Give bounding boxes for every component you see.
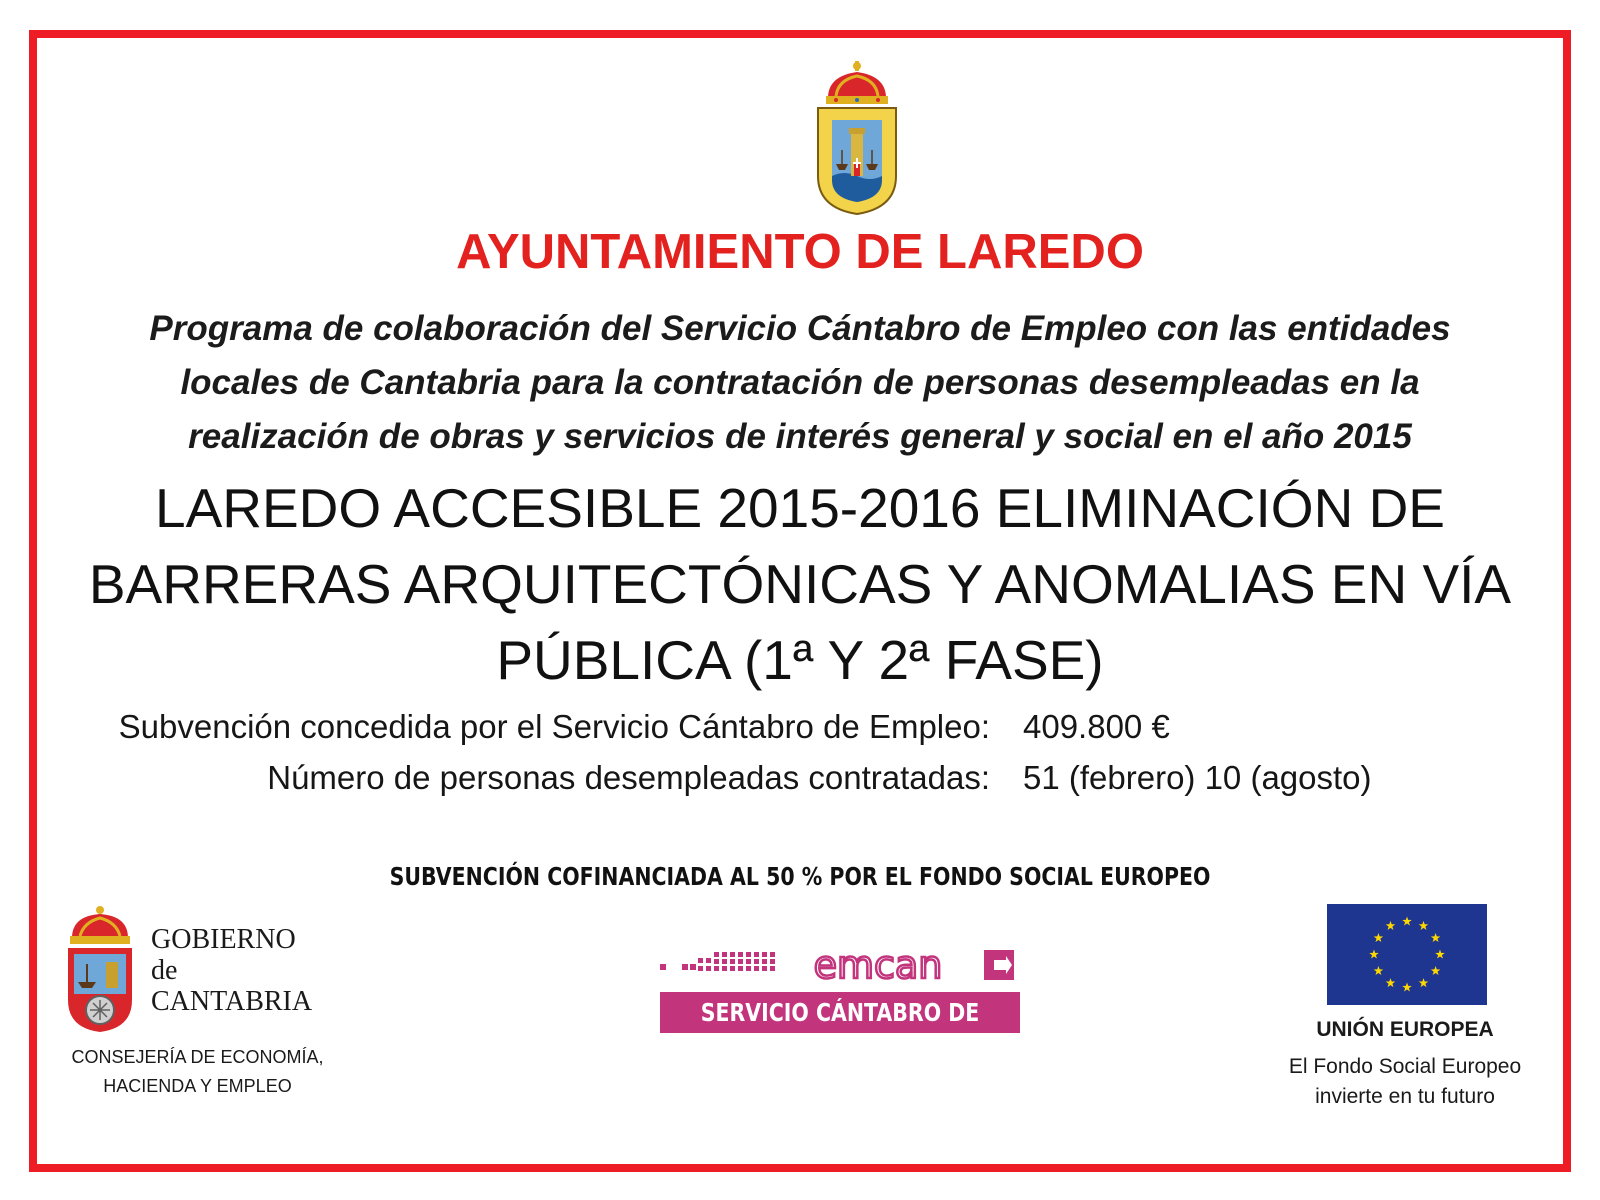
gobierno-name bbox=[151, 924, 312, 1017]
project-title bbox=[40, 470, 1560, 698]
subsidy-value: 409.800 € bbox=[1023, 708, 1170, 745]
consejeria-line: CONSEJERÍA DE ECONOMÍA, bbox=[71, 1047, 324, 1067]
program-description bbox=[40, 302, 1560, 464]
consejeria-line: HACIENDA Y EMPLEO bbox=[103, 1076, 292, 1096]
laredo-coat-of-arms-icon bbox=[814, 58, 900, 216]
project-line: BARRERAS ARQUITECTÓNICAS Y ANOMALIAS EN VÍA bbox=[88, 553, 1512, 615]
eu-slogan-line: invierte en tu futuro bbox=[1315, 1085, 1495, 1108]
emcan-logo bbox=[660, 948, 1020, 988]
gobierno-name-line: GOBIERNO bbox=[151, 924, 296, 955]
gobierno-name-line: CANTABRIA bbox=[151, 986, 313, 1017]
program-line: realización de obras y servicios de interés general y social en el año 2015 bbox=[188, 417, 1412, 456]
emcan-service-name: SERVICIO CÁNTABRO DE EMPLEO bbox=[700, 998, 980, 1068]
emcan-service-bar bbox=[660, 992, 1020, 1068]
cantabria-coat-of-arms-icon bbox=[64, 904, 136, 1034]
project-line: LAREDO ACCESIBLE 2015-2016 ELIMINACIÓN DE bbox=[155, 477, 1445, 539]
eu-flag-icon bbox=[1327, 904, 1487, 1005]
hired-value: 51 (febrero) 10 (agosto) bbox=[1023, 759, 1372, 796]
emcan-logo-text: emcan bbox=[813, 948, 943, 987]
program-line: Programa de colaboración del Servicio Cántabro de Empleo con las entidades bbox=[149, 309, 1451, 348]
project-line: PÚBLICA (1ª Y 2ª FASE) bbox=[496, 629, 1104, 691]
subsidy-label: Subvención concedida por el Servicio Cántabro de Empleo: bbox=[118, 708, 990, 745]
hired-label: Número de personas desempleadas contratadas: bbox=[267, 759, 990, 796]
cofinancing-note: SUBVENCIÓN COFINANCIADA AL 50 % POR EL FONDO SOCIAL EUROPEO bbox=[389, 862, 1211, 891]
consejeria-name bbox=[40, 1043, 355, 1101]
program-line: locales de Cantabria para la contratación de personas desempleadas en la bbox=[180, 363, 1420, 402]
eu-title: UNIÓN EUROPEA bbox=[1316, 1018, 1494, 1041]
gobierno-name-line: de bbox=[151, 955, 178, 986]
eu-slogan-line: El Fondo Social Europeo bbox=[1288, 1055, 1522, 1078]
eu-slogan bbox=[1255, 1052, 1555, 1112]
page-title: AYUNTAMIENTO DE LAREDO bbox=[456, 225, 1144, 279]
